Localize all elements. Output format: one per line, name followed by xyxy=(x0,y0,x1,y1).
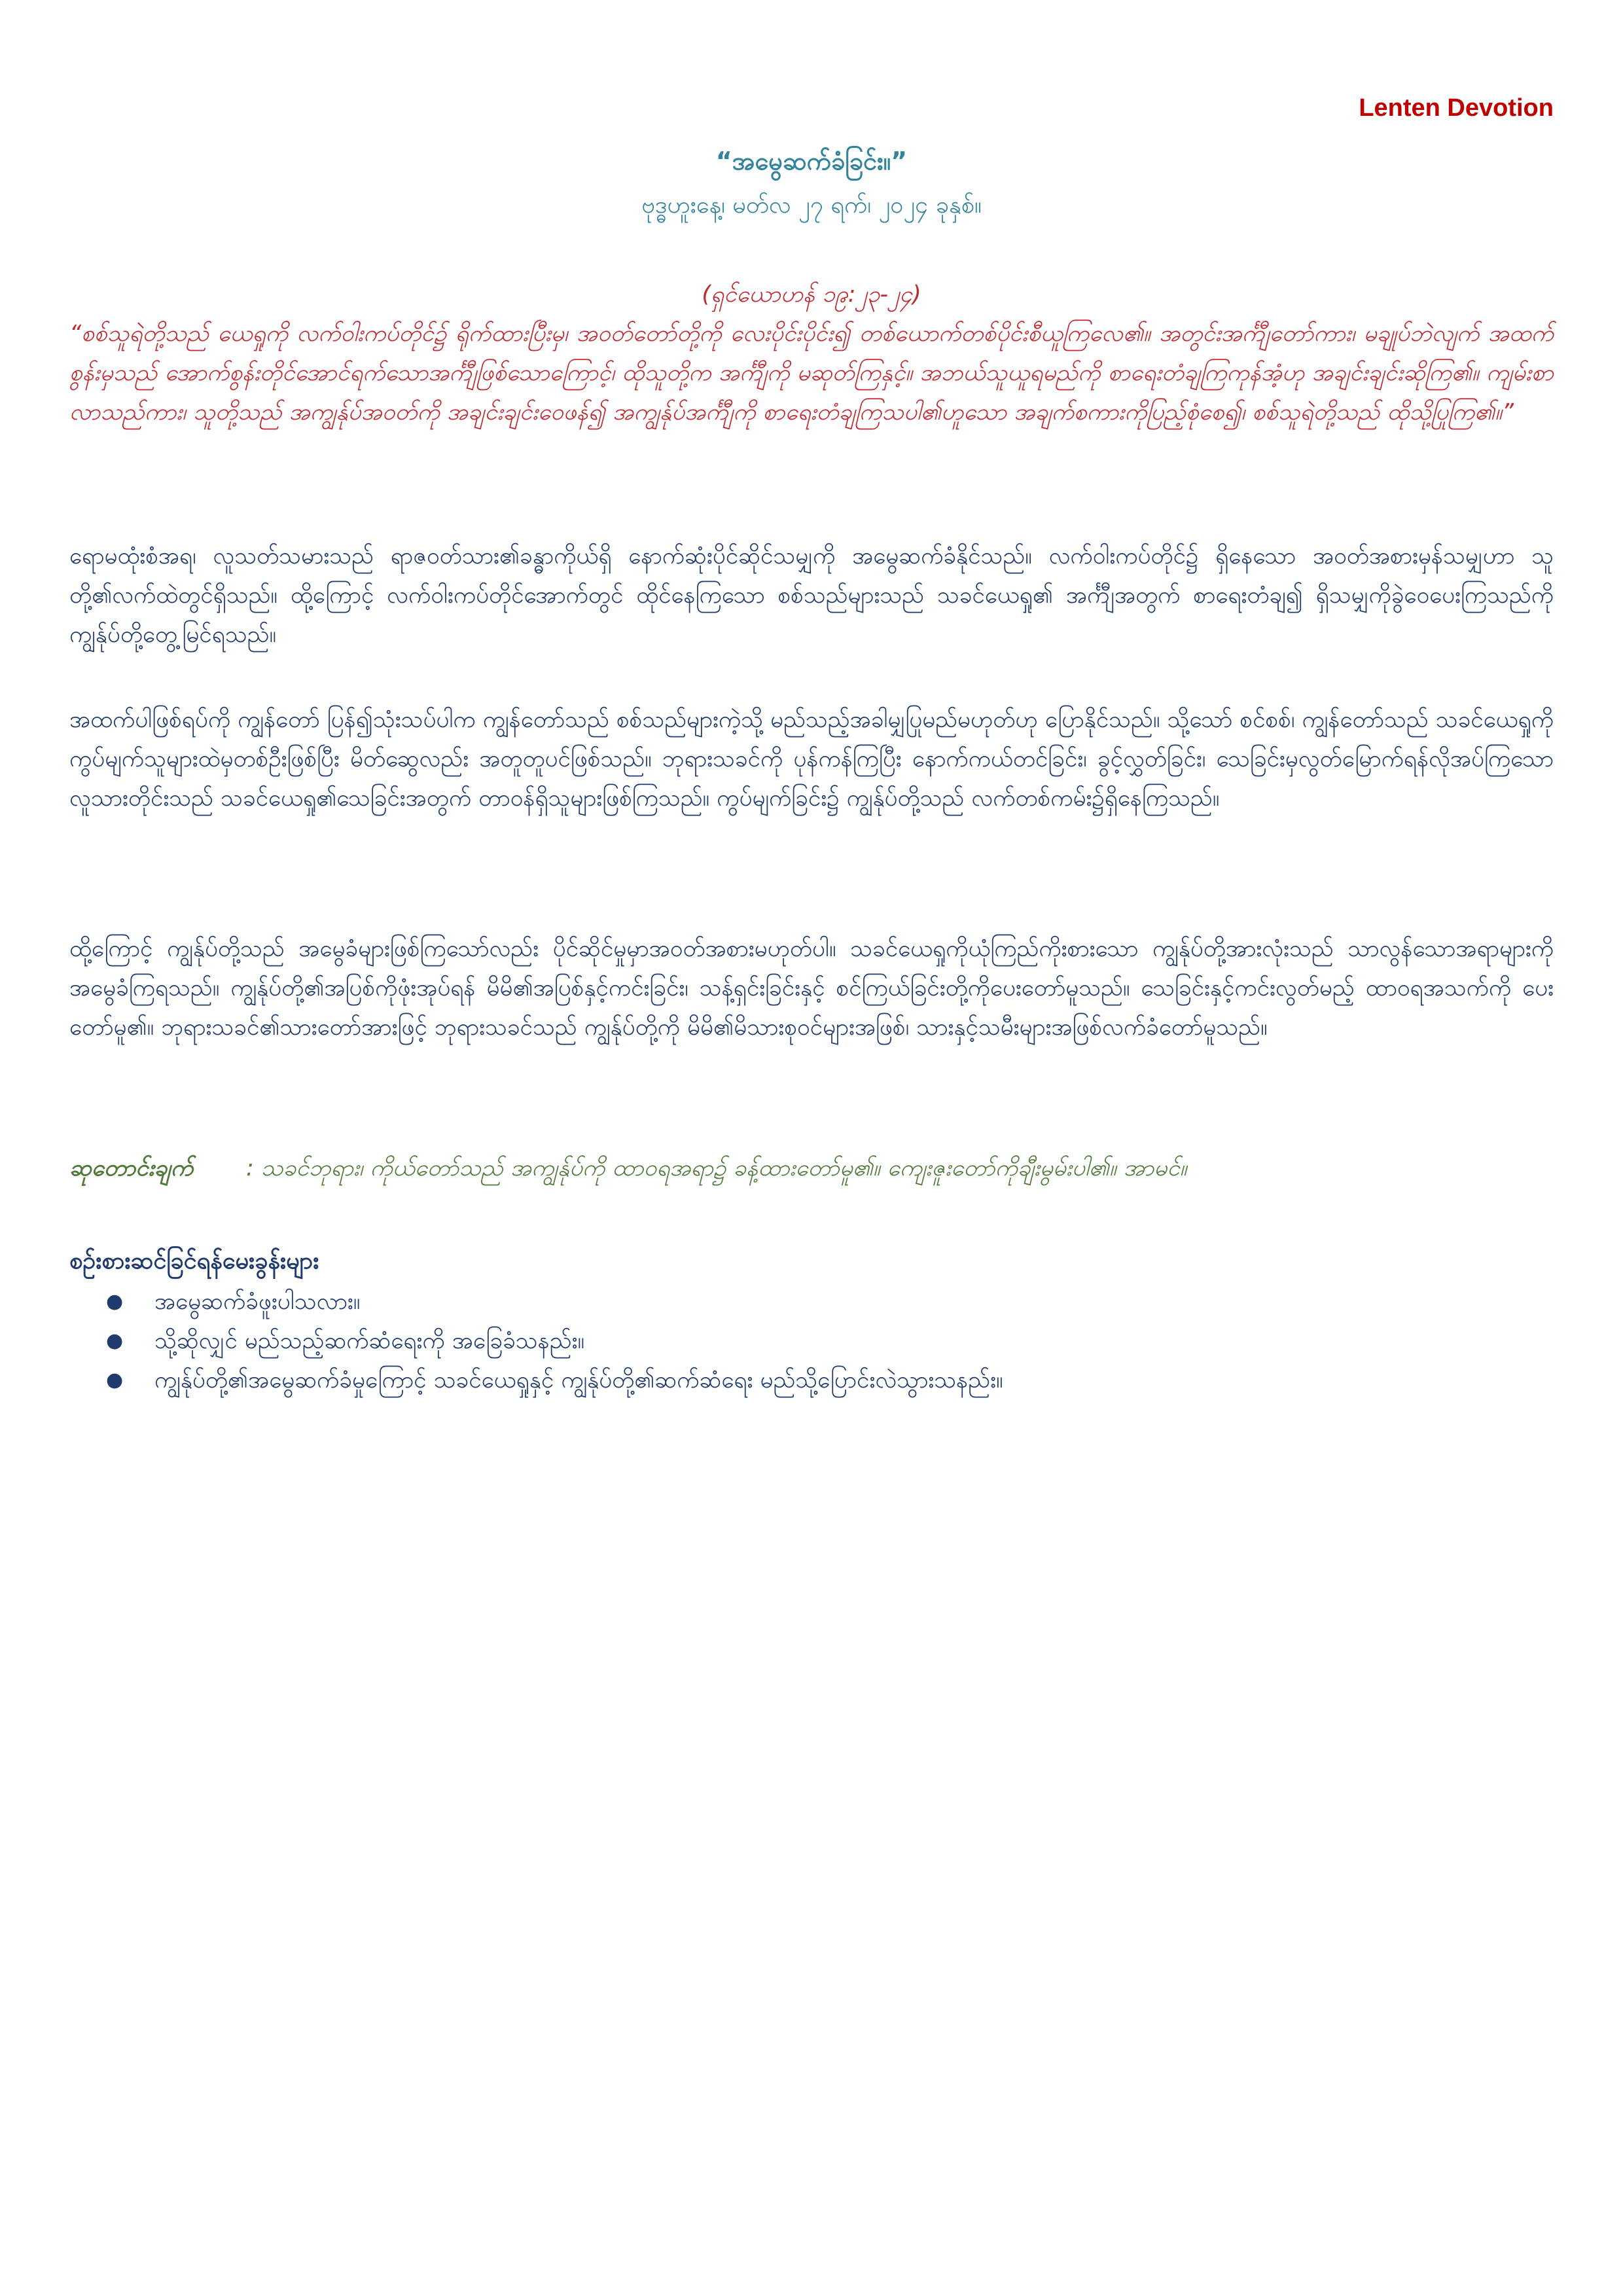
question-text: သို့ဆိုလျှင် မည်သည့်ဆက်ဆံရေးကို အခြေခံသနည်း။ xyxy=(154,1328,585,1354)
bullet-icon: ● xyxy=(106,1290,124,1313)
scripture-block xyxy=(69,275,1554,432)
list-item xyxy=(69,1321,1554,1361)
question-text: အမွေဆက်ခံဖူးပါသလား။ xyxy=(154,1289,361,1315)
prayer-text: : သခင်ဘုရား၊ ကိုယ်တော်သည် အကျွန်ုပ်ကို ထာဝရအရာ၌ ခန့်ထားတော်မူ၏။ ကျေးဇူးတော်ကိုချီးမွမ်းပါ၏။ အာမင်။ xyxy=(246,1155,1187,1181)
list-item xyxy=(69,1282,1554,1321)
questions-title: စဉ်းစားဆင်ခြင်ရန်မေးခွန်းများ xyxy=(69,1247,319,1274)
bullet-icon: ● xyxy=(106,1369,124,1391)
devotion-date: ဗုဒ္ဓဟူးနေ့၊ မတ်လ ၂၇ ရက်၊ ၂၀၂၄ ခုနှစ်။ xyxy=(641,192,982,219)
devotion-title: “အမွေဆက်ခံခြင်း။” xyxy=(715,147,908,175)
prayer-label: ဆုတောင်းချက် xyxy=(69,1155,194,1181)
list-item xyxy=(69,1361,1554,1400)
question-text: ကျွန်ုပ်တို့၏အမွေဆက်ခံမှုကြောင့် သခင်ယေရှုနှင့် ကျွန်ုပ်တို့၏ဆက်ဆံရေး မည်သို့ပြောင်းလဲသွားသနည်း။ xyxy=(154,1367,1003,1393)
scripture-reference: (ရှင်ယောဟန် ၁၉:၂၃-၂၄) xyxy=(702,281,921,308)
reflection-questions xyxy=(69,1240,1554,1400)
prayer-line xyxy=(69,1149,1554,1188)
body-paragraph: ရောမထုံးစံအရ၊ လူသတ်သမားသည် ရာဇဝတ်သား၏ခန္ဓာကိုယ်ရှိ နောက်ဆုံးပိုင်ဆိုင်သမျှကို အမွေဆက်ခံနိုင်သည်။ လက်ဝါးကပ်တိုင်၌ ရှိနေသော အဝတ်အစားမှန်သမျှဟာ သူတို့၏လက်ထဲတွင်ရှိသည်။ ထို့ကြောင့် လက်ဝါးကပ်တိုင်အောက်တွင် ထိုင်နေကြသော စစ်သည်များသည် သခင်ယေရှု၏ အင်္ကျီအတွက် စာရေးတံချ၍ ရှိသမျှကိုခွဲဝေပေးကြသည်ကို ကျွန်ုပ်တို့တွေ့မြင်ရသည်။ xyxy=(69,543,1554,648)
body-paragraph: အထက်ပါဖြစ်ရပ်ကို ကျွန်တော် ပြန်၍သုံးသပ်ပါက ကျွန်တော်သည် စစ်သည်များကဲ့သို့ မည်သည့်အခါမျှပြုမည်မဟုတ်ဟု ပြောနိုင်သည်။ သို့သော် စင်စစ်၊ ကျွန်တော်သည် သခင်ယေရှုကို ကွပ်မျက်သူများထဲမှတစ်ဦးဖြစ်ပြီး မိတ်ဆွေလည်း အတူတူပင်ဖြစ်သည်။ ဘုရားသခင်ကို ပုန်ကန်ကြပြီး နောက်ကယ်တင်ခြင်း၊ ခွင့်လွှတ်ခြင်း၊ သေခြင်းမှလွတ်မြောက်ရန်လိုအပ်ကြသော လူသားတိုင်းသည် သခင်ယေရှု၏သေခြင်းအတွက် တာဝန်ရှိသူများဖြစ်ကြသည်။ ကွပ်မျက်ခြင်း၌ ကျွန်ုပ်တို့သည် လက်တစ်ကမ်း၌ရှိနေကြသည်။ xyxy=(69,707,1554,812)
title-block xyxy=(69,139,1554,228)
questions-list xyxy=(69,1282,1554,1400)
body-paragraph: ထို့ကြောင့် ကျွန်ုပ်တို့သည် အမွေခံများဖြစ်ကြသော်လည်း ပိုင်ဆိုင်မှုမှာအဝတ်အစားမဟုတ်ပါ။ သခင်ယေရှုကိုယုံကြည်ကိုးစားသော ကျွန်ုပ်တို့အားလုံးသည် သာလွန်သောအရာများကို အမွေခံကြရသည်။ ကျွန်ုပ်တို့၏အပြစ်ကိုဖုံးအုပ်ရန် မိမိ၏အပြစ်နှင့်ကင်းခြင်း၊ သန့်ရှင်းခြင်းနှင့် စင်ကြယ်ခြင်းတို့ကိုပေးတော်မူသည်။ သေခြင်းနှင့်ကင်းလွတ်မည့် ထာဝရအသက်ကို ပေးတော်မူ၏။ ဘုရားသခင်၏သားတော်အားဖြင့် ဘုရားသခင်သည် ကျွန်ုပ်တို့ကို မိမိ၏မိသားစုဝင်များအဖြစ်၊ သားနှင့်သမီးများအဖြစ်လက်ခံတော်မူသည်။ xyxy=(69,936,1554,1041)
bullet-icon: ● xyxy=(106,1329,124,1352)
scripture-text: “စစ်သူရဲတို့သည် ယေရှုကို လက်ဝါးကပ်တိုင်၌ ရိုက်ထားပြီးမှ၊ အဝတ်တော်တို့ကို လေးပိုင်းပိုင်း၍ တစ်ယောက်တစ်ပိုင်းစီယူကြလေ၏။ အတွင်းအင်္ကျီတော်ကား၊ မချုပ်ဘဲလျက် အထက်စွန်းမှသည် အောက်စွန်းတိုင်အောင်ရက်သောအင်္ကျီဖြစ်သောကြောင့်၊ ထိုသူတို့က အင်္ကျီကို မဆုတ်ကြနှင့်။ အဘယ်သူယူရမည်ကို စာရေးတံချကြကုန်အံ့ဟု အချင်းချင်းဆိုကြ၏။ ကျမ်းစာလာသည်ကား၊ သူတို့သည် အကျွန်ုပ်အဝတ်ကို အချင်းချင်းဝေဖန်၍ အကျွန်ုပ်အင်္ကျီကို စာရေးတံချကြသပါ၏ဟူသော အချက်စကားကိုပြည့်စုံစေ၍၊ စစ်သူရဲတို့သည် ထိုသို့ပြုကြ၏။” xyxy=(69,321,1554,425)
header-label: Lenten Devotion xyxy=(1359,94,1554,122)
